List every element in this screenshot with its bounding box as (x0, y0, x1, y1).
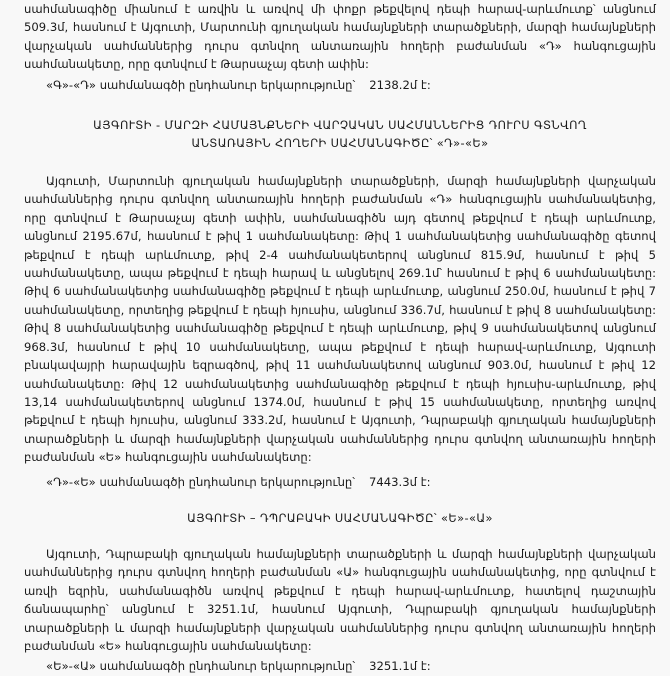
section1-title-line2: ԱՆՏԱՌԱՅԻՆ ՀՈՂԵՐԻ ՍԱՀՄԱՆԱԳԻԾԸ՝ «Դ»-«Ե» (191, 136, 489, 151)
intro-paragraph: սահմանագիծը միանում է առվին և առվով մի փոքր թեքվելով դեպի հարավ-արևմուտք՝ անցնում 509.3մ, հասնում է Այգուտի, Մարտունի գյուղական համայնքների տարածքների, մարզի համայնքների վարչական սահմաններից դուրս գտնվող անտառային հողերի բաժանման «Դ» հանգուցային սահմանակետը, որը գտնվում է Թարսաչայ գետի ափին: (24, 2, 656, 72)
section1-body: Այգուտի, Մարտունի գյուղական համայնքների տարածքների, մարզի համայնքների վարչական սահմաններից դուրս գտնվող անտառային հողերի բաժանման «Դ» հանգուցային սահմանակետից, որը գտնվում է Թարսաչայ գետի ափին, սահմանագիծն այդ գետով թեքվում է դեպի արևմուտք, անցնում 2195.67մ, հասնում է թիվ 1 սահմանակետը: Թիվ 1 սահմանակետից սահմանագիծը գետով թեքվում է դեպի արևմուտք, թիվ 2-4 սահմանակետերով անցնում 815.9մ, հասնում է թիվ 5 սահմանակետը, ապա թեքվում է դեպի հարավ և անցնելով 269.1մ՝ հասնում է թիվ 6 սահմանակետը: Թիվ 6 սահմանակետից սահմանագիծը թեքվում է դեպի արևմուտք, անցնում 250.0մ, հասնում է թիվ 7 սահմանակետը, որտեղից թեքվում է դեպի հյուսիս, անցնում 336.7մ, հասնում է թիվ 8 սահմանակետը: Թիվ 8 սահմանակետից սահմանագիծը թեքվում է դեպի արևմուտք, թիվ 9 սահմանակետով անցնում 968.3մ, հասնում է թիվ 10 սահմանակետը, ապա թեքվում է դեպի հարավ-արևմուտք, Այգուտի բնակավայրի հարավային եզրագծով, թիվ 11 սահմանակետով անցնում 903.0մ, հասնում է թիվ 12 սահմանակետը: Թիվ 12 սահմանակետից սահմանագիծը թեքվում է դեպի հյուսիս-արևմուտք, թիվ 13,14 սահմանակետերով անցնում 1374.0մ, հասնում է թիվ 15 սահմանակետը, որտեղից առվով թեքվում է դեպի հյուսիս, անցնում 333.2մ, հասնում է Այգուտի, Դպրաբակի գյուղական համայնքների տարածքների և մարզի համայնքների վարչական սահմաններից դուրս գտնվող անտառային հողերի բաժանման «Ե» հանգուցային սահմանակետը: (24, 174, 656, 465)
section2-title: ԱՅԳՈՒՏԻ – ԴՊՐԱԲԱԿԻ ՍԱՀՄԱՆԱԳԻԾԸ՝ «Ե»-«Ա» (187, 510, 493, 525)
section2-total (24, 657, 656, 675)
section2-total-value: 3251.1մ է: (369, 659, 431, 674)
section1-title (24, 116, 656, 152)
section2-total-label: «Ե»-«Ա» սահմանագծի ընդհանուր երկարությունը՝ (46, 659, 356, 674)
intro-total-label: «Գ»-«Դ» սահմանագծի ընդհանուր երկարությունը՝ (46, 77, 356, 92)
section2-body: Այգուտի, Դպրաբակի գյուղական համայնքների տարածքների և մարզի համայնքների վարչական սահմաններից դուրս գտնվող հողերի բաժանման «Ա» հանգուցային սահմանակետից, որը գտնվում է առվի եզրին, սահմանագիծն առվով թեքվում է դեպի հարավ-արևմուտք, հատելով դաշտային ճանապարհը՝ անցնում է 3251.1մ, հասնում Այգուտի, Դպրաբակի գյուղական համայնքների տարածքների և մարզի համայնքների վարչական սահմաններից դուրս գտնվող անտառային հողերի բաժանման «Ե» հանգուցային սահմանակետը: (24, 546, 656, 653)
intro-total-value: 2138.2մ է: (369, 77, 431, 92)
section1-total-value: 7443.3մ է: (369, 474, 431, 489)
intro-total (24, 76, 656, 94)
section1-total-label: «Դ»-«Ե» սահմանագծի ընդհանուր երկարությունը՝ (46, 474, 356, 489)
section1-total (24, 473, 656, 491)
section1-title-line1: ԱՅԳՈՒՏԻ - ՄԱՐԶԻ ՀԱՄԱՅՆՔՆԵՐԻ ՎԱՐՉԱԿԱՆ ՍԱՀՄԱՆՆԵՐԻՑ ԴՈՒՐՍ ԳՏՆՎՈՂ (93, 118, 587, 133)
